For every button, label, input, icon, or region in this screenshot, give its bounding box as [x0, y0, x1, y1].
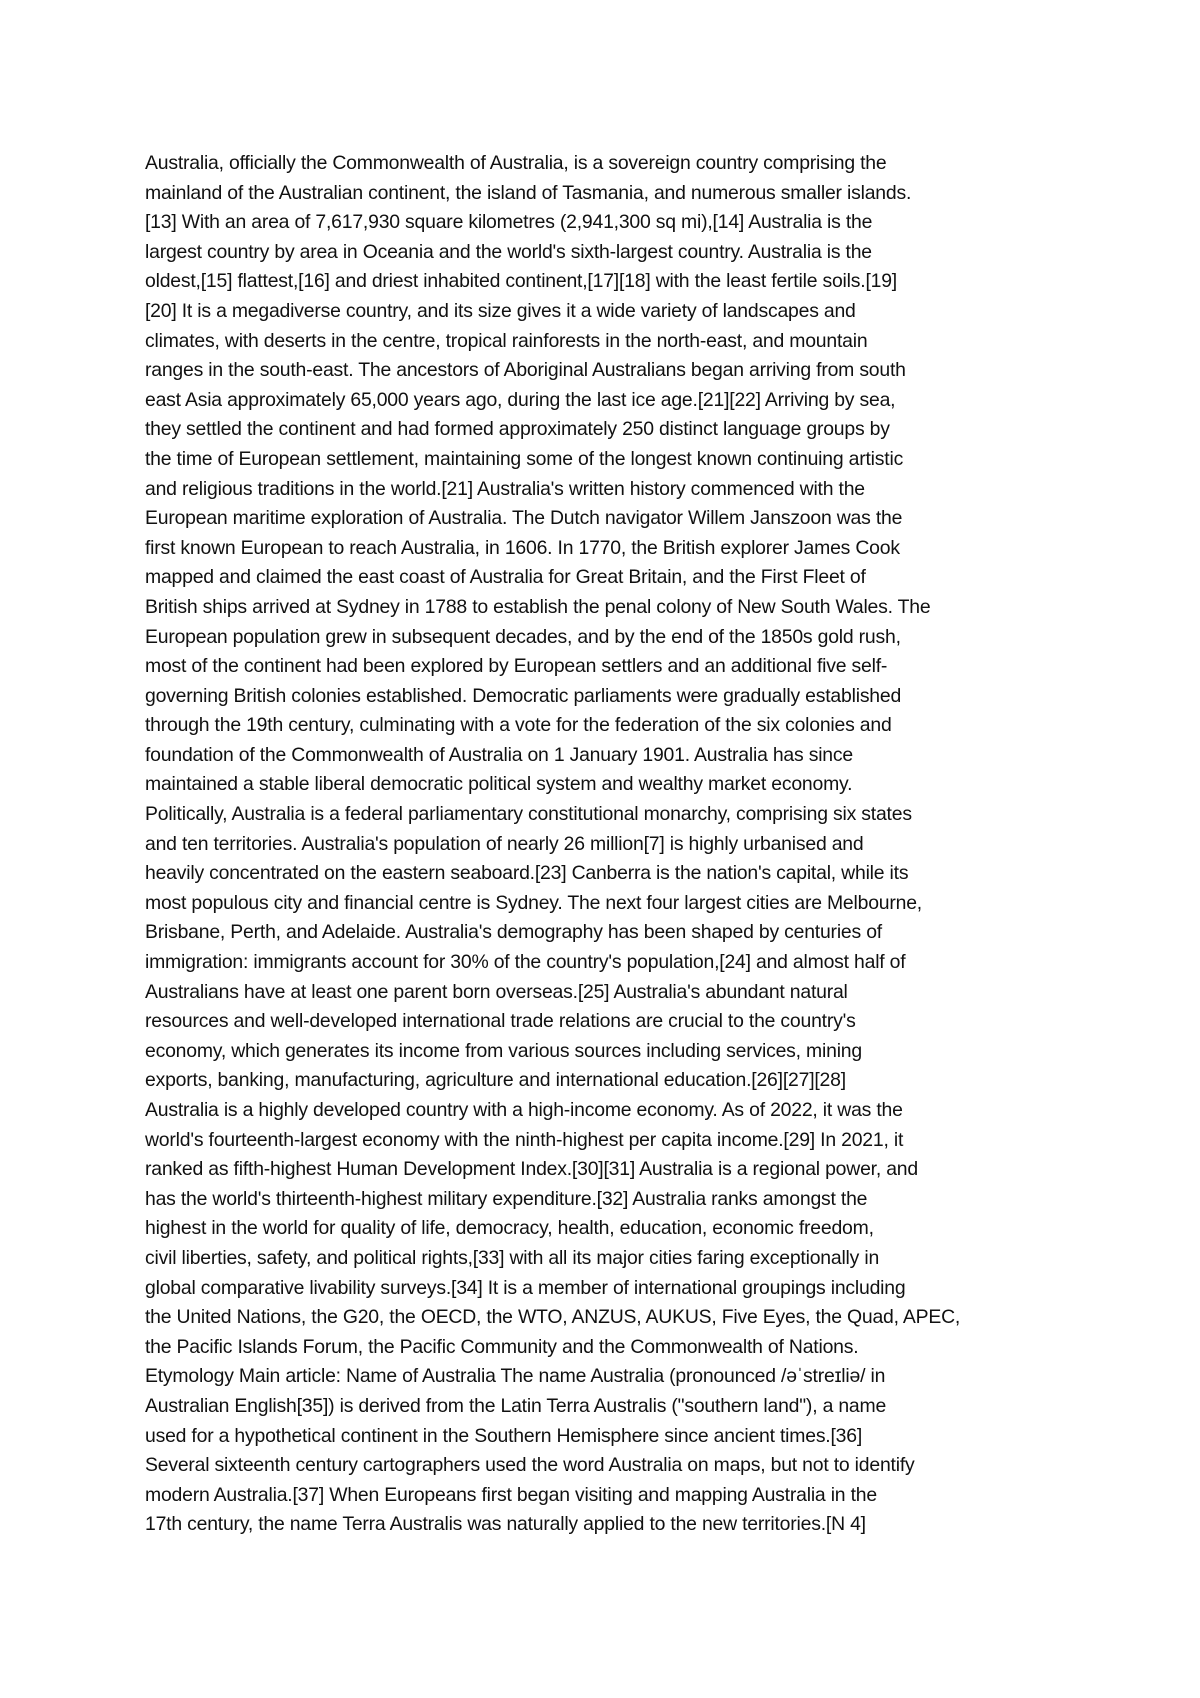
text-line: first known European to reach Australia, in 1606. In 1770, the British explorer James Cook: [145, 536, 900, 559]
text-line: most of the continent had been explored by European settlers and an additional five self-: [145, 655, 888, 678]
text-line: modern Australia.[37] When Europeans first began visiting and mapping Australia in the: [145, 1483, 877, 1506]
text-line: European population grew in subsequent decades, and by the end of the 1850s gold rush,: [145, 625, 901, 648]
text-line: European maritime exploration of Australia. The Dutch navigator Willem Janszoon was the: [145, 507, 903, 530]
text-line: the time of European settlement, maintaining some of the longest known continuing artistic: [145, 447, 904, 470]
text-line: exports, banking, manufacturing, agriculture and international education.[26][27][28]: [145, 1069, 846, 1092]
text-line: immigration: immigrants account for 30% of the country's population,[24] and almost half of: [145, 951, 906, 974]
text-line: east Asia approximately 65,000 years ago, during the last ice age.[21][22] Arriving by sea,: [145, 388, 896, 411]
text-line: most populous city and financial centre is Sydney. The next four largest cities are Melbourne,: [145, 891, 922, 914]
text-line: mapped and claimed the east coast of Australia for Great Britain, and the First Fleet of: [145, 566, 866, 589]
text-line: ranges in the south-east. The ancestors of Aboriginal Australians began arriving from south: [145, 359, 906, 382]
text-line: 17th century, the name Terra Australis was naturally applied to the new territories.[N 4]: [145, 1513, 866, 1536]
text-line: Several sixteenth century cartographers used the word Australia on maps, but not to identify: [145, 1454, 915, 1477]
text-line: Brisbane, Perth, and Adelaide. Australia's demography has been shaped by centuries of: [145, 921, 882, 944]
text-line: and religious traditions in the world.[21] Australia's written history commenced with the: [145, 477, 865, 500]
text-line: climates, with deserts in the centre, tropical rainforests in the north-east, and mountain: [145, 329, 868, 352]
text-line: Australians have at least one parent born overseas.[25] Australia's abundant natural: [145, 980, 848, 1003]
text-line: mainland of the Australian continent, the island of Tasmania, and numerous smaller islands.: [145, 181, 912, 204]
text-line: largest country by area in Oceania and the world's sixth-largest country. Australia is the: [145, 240, 872, 263]
text-line: ranked as fifth-highest Human Development Index.[30][31] Australia is a regional power, and: [145, 1158, 918, 1181]
text-line: they settled the continent and had formed approximately 250 distinct language groups by: [145, 418, 890, 441]
text-line: Australia, officially the Commonwealth of Australia, is a sovereign country comprising the: [145, 152, 887, 174]
body-text: [145, 149, 1065, 1540]
text-line: through the 19th century, culminating with a vote for the federation of the six colonies and: [145, 714, 892, 737]
text-line: and ten territories. Australia's population of nearly 26 million[7] is highly urbanised and: [145, 832, 864, 855]
text-line: world's fourteenth-largest economy with the ninth-highest per capita income.[29] In 2021, it: [145, 1128, 904, 1151]
text-line: British ships arrived at Sydney in 1788 to establish the penal colony of New South Wales. The: [145, 595, 931, 618]
text-line: civil liberties, safety, and political rights,[33] with all its major cities faring exceptionally in: [145, 1246, 880, 1269]
text-line: governing British colonies established. Democratic parliaments were gradually established: [145, 684, 902, 707]
text-line: foundation of the Commonwealth of Australia on 1 January 1901. Australia has since: [145, 743, 853, 766]
text-line: highest in the world for quality of life, democracy, health, education, economic freedom,: [145, 1217, 874, 1240]
text-line: [13] With an area of 7,617,930 square kilometres (2,941,300 sq mi),[14] Australia is the: [145, 211, 873, 234]
text-line: maintained a stable liberal democratic political system and wealthy market economy.: [145, 773, 853, 796]
text-line: global comparative livability surveys.[34] It is a member of international groupings including: [145, 1276, 906, 1299]
text-line: Australia is a highly developed country with a high-income economy. As of 2022, it was the: [145, 1099, 903, 1121]
text-line: used for a hypothetical continent in the Southern Hemisphere since ancient times.[36]: [145, 1424, 863, 1447]
text-line: economy, which generates its income from various sources including services, mining: [145, 1039, 862, 1062]
text-line: Etymology Main article: Name of Australia The name Australia (pronounced /əˈstreɪliə/ in: [145, 1365, 886, 1388]
text-line: Australian English[35]) is derived from the Latin Terra Australis ("southern land"), a name: [145, 1394, 887, 1417]
text-line: heavily concentrated on the eastern seaboard.[23] Canberra is the nation's capital, while its: [145, 862, 909, 885]
text-line: oldest,[15] flattest,[16] and driest inhabited continent,[17][18] with the least fertile soils.[19]: [145, 270, 897, 293]
text-line: the United Nations, the G20, the OECD, the WTO, ANZUS, AUKUS, Five Eyes, the Quad, APEC,: [145, 1306, 961, 1329]
text-line: Politically, Australia is a federal parliamentary constitutional monarchy, comprising six states: [145, 803, 912, 826]
text-line: has the world's thirteenth-highest military expenditure.[32] Australia ranks amongst the: [145, 1187, 868, 1210]
text-line: resources and well-developed international trade relations are crucial to the country's: [145, 1010, 856, 1033]
text-line: [20] It is a megadiverse country, and its size gives it a wide variety of landscapes and: [145, 299, 856, 322]
text-line: the Pacific Islands Forum, the Pacific Community and the Commonwealth of Nations.: [145, 1335, 859, 1358]
